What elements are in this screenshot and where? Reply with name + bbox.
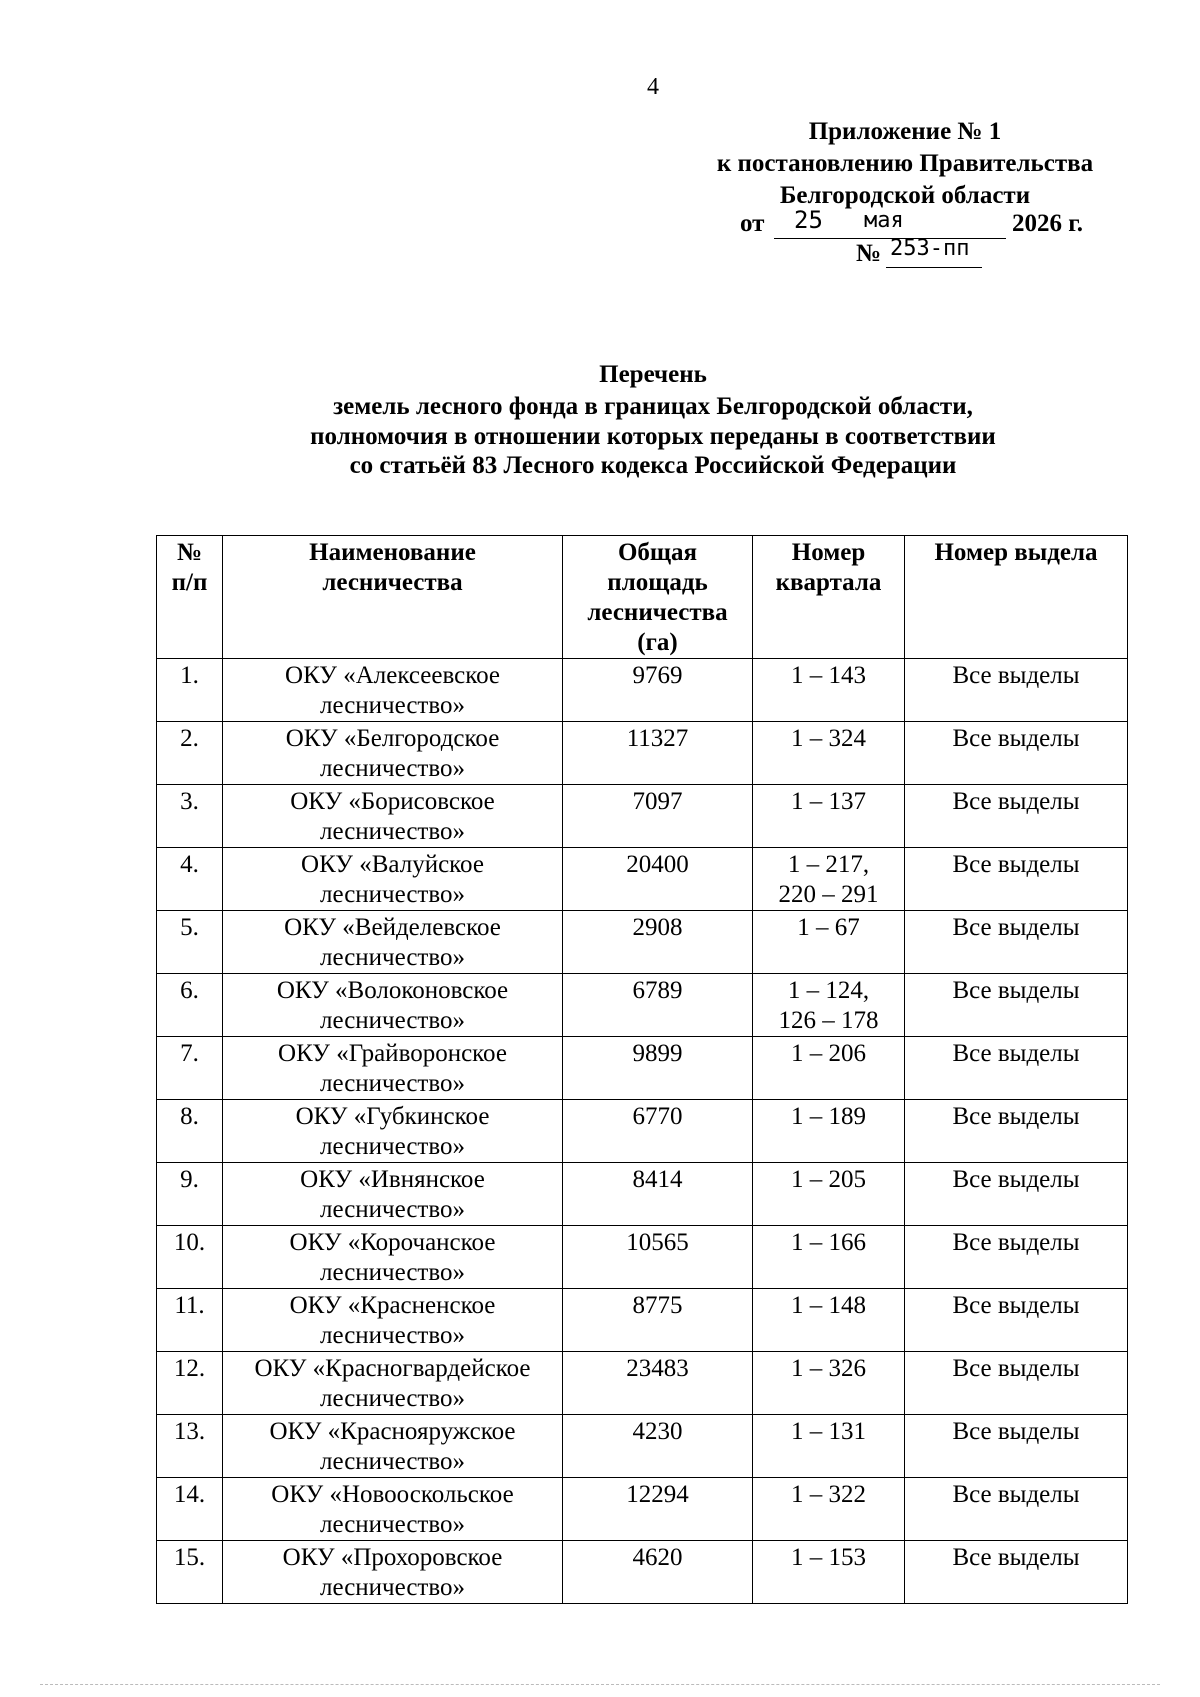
cell-total-area-line-1: 6789 <box>632 977 683 1004</box>
cell-total-area <box>563 1037 753 1100</box>
header-allotment-text: Номер выдела <box>934 539 1098 566</box>
header-quarter <box>753 536 905 659</box>
header-allotment <box>905 536 1128 659</box>
table-row <box>157 1289 1128 1352</box>
cell-quarter-number <box>753 974 905 1037</box>
cell-forestry-name <box>223 974 563 1037</box>
cell-allotment-number <box>905 1163 1128 1226</box>
cell-forestry-name <box>223 848 563 911</box>
cell-forestry-name-line-2: лесничество» <box>320 1070 465 1097</box>
cell-forestry-name-line-1: ОКУ «Борисовское <box>290 788 495 815</box>
cell-total-area-line-1: 10565 <box>626 1229 689 1256</box>
cell-forestry-name <box>223 1289 563 1352</box>
table-body <box>157 659 1128 1604</box>
header-area-line-4: (га) <box>637 629 678 656</box>
date-prefix: от <box>740 210 765 237</box>
header-quarter-line-1: Номер <box>791 539 866 566</box>
cell-number <box>157 1226 223 1289</box>
cell-forestry-name-line-2: лесничество» <box>320 818 465 845</box>
cell-forestry-name <box>223 1541 563 1604</box>
cell-allotment-number <box>905 1226 1128 1289</box>
cell-forestry-name-line-2: лесничество» <box>320 1007 465 1034</box>
cell-allotment-number <box>905 785 1128 848</box>
table-row <box>157 911 1128 974</box>
cell-number-line-1: 9. <box>180 1166 199 1193</box>
cell-allotment-number <box>905 1415 1128 1478</box>
cell-forestry-name-line-2: лесничество» <box>320 1133 465 1160</box>
cell-total-area <box>563 911 753 974</box>
cell-number <box>157 848 223 911</box>
header-number <box>157 536 223 659</box>
cell-allotment-number-line-1: Все выделы <box>952 977 1080 1004</box>
header-number-line-2: п/п <box>171 569 208 596</box>
cell-total-area <box>563 785 753 848</box>
cell-allotment-number-line-1: Все выделы <box>952 1544 1080 1571</box>
cell-number-line-1: 2. <box>180 725 199 752</box>
cell-forestry-name <box>223 722 563 785</box>
cell-quarter-number-line-1: 1 – 137 <box>791 788 866 815</box>
cell-total-area <box>563 1100 753 1163</box>
cell-quarter-number-line-1: 1 – 124, <box>787 977 870 1004</box>
cell-allotment-number-line-1: Все выделы <box>952 1229 1080 1256</box>
cell-allotment-number-line-1: Все выделы <box>952 662 1080 689</box>
cell-forestry-name-line-1: ОКУ «Новооскольское <box>271 1481 514 1508</box>
cell-forestry-name-line-1: ОКУ «Валуйское <box>301 851 484 878</box>
cell-number <box>157 911 223 974</box>
cell-forestry-name-line-2: лесничество» <box>320 944 465 971</box>
cell-quarter-number-line-1: 1 – 131 <box>791 1418 866 1445</box>
forest-land-table <box>156 535 1128 1604</box>
cell-number-line-1: 6. <box>180 977 199 1004</box>
cell-forestry-name-line-2: лесничество» <box>320 1448 465 1475</box>
cell-allotment-number <box>905 911 1128 974</box>
cell-number-line-1: 10. <box>173 1229 206 1256</box>
header-area-line-3: лесничества <box>587 599 728 626</box>
appendix-title: Приложение № 1 <box>808 118 1002 145</box>
cell-total-area-line-1: 11327 <box>626 725 689 752</box>
cell-total-area-line-1: 9769 <box>632 662 683 689</box>
cell-number-line-1: 13. <box>173 1418 206 1445</box>
header-area <box>563 536 753 659</box>
cell-quarter-number <box>753 1415 905 1478</box>
cell-number <box>157 1100 223 1163</box>
cell-forestry-name <box>223 911 563 974</box>
cell-allotment-number <box>905 848 1128 911</box>
table-row <box>157 1415 1128 1478</box>
cell-number-line-1: 7. <box>180 1040 199 1067</box>
cell-quarter-number-line-1: 1 – 166 <box>791 1229 866 1256</box>
cell-number-line-1: 1. <box>180 662 199 689</box>
cell-number-line-1: 3. <box>180 788 199 815</box>
cell-total-area-line-1: 8414 <box>632 1166 683 1193</box>
cell-quarter-number-line-1: 1 – 189 <box>791 1103 866 1130</box>
cell-quarter-number <box>753 1037 905 1100</box>
cell-forestry-name <box>223 1163 563 1226</box>
cell-allotment-number <box>905 1037 1128 1100</box>
cell-quarter-number-line-1: 1 – 326 <box>791 1355 866 1382</box>
cell-quarter-number <box>753 1163 905 1226</box>
cell-forestry-name <box>223 1100 563 1163</box>
cell-number-line-1: 11. <box>174 1292 205 1319</box>
cell-forestry-name-line-1: ОКУ «Грайворонское <box>278 1040 507 1067</box>
cell-quarter-number <box>753 1541 905 1604</box>
cell-allotment-number <box>905 1352 1128 1415</box>
cell-forestry-name-line-2: лесничество» <box>320 1511 465 1538</box>
list-title-line-3: полномочия в отношении которых переданы в соответствии <box>310 423 996 450</box>
cell-forestry-name-line-2: лесничество» <box>320 881 465 908</box>
table-row <box>157 974 1128 1037</box>
table-row <box>157 722 1128 785</box>
table-row <box>157 1037 1128 1100</box>
cell-forestry-name <box>223 1037 563 1100</box>
cell-forestry-name <box>223 1415 563 1478</box>
cell-allotment-number-line-1: Все выделы <box>952 725 1080 752</box>
cell-allotment-number <box>905 722 1128 785</box>
cell-allotment-number <box>905 974 1128 1037</box>
cell-number <box>157 1352 223 1415</box>
cell-total-area <box>563 659 753 722</box>
header-area-line-2: площадь <box>607 569 708 596</box>
cell-forestry-name-line-2: лесничество» <box>320 1196 465 1223</box>
cell-forestry-name-line-1: ОКУ «Прохоровское <box>282 1544 503 1571</box>
cell-allotment-number <box>905 659 1128 722</box>
table-row <box>157 848 1128 911</box>
cell-total-area-line-1: 8775 <box>632 1292 683 1319</box>
cell-forestry-name <box>223 1478 563 1541</box>
date-month: мая <box>864 208 904 233</box>
cell-number <box>157 785 223 848</box>
cell-forestry-name-line-1: ОКУ «Ивнянское <box>300 1166 485 1193</box>
cell-quarter-number <box>753 1226 905 1289</box>
appendix-resolution-line: к постановлению Правительства <box>716 150 1094 177</box>
cell-number <box>157 1541 223 1604</box>
cell-forestry-name <box>223 1352 563 1415</box>
cell-number <box>157 1037 223 1100</box>
appendix-number-line <box>856 236 996 270</box>
cell-forestry-name-line-1: ОКУ «Красногвардейское <box>254 1355 531 1382</box>
number-underline <box>886 267 982 268</box>
cell-number-line-1: 14. <box>173 1481 206 1508</box>
list-title-line-1: Перечень <box>599 361 707 388</box>
cell-quarter-number <box>753 848 905 911</box>
table-row <box>157 659 1128 722</box>
cell-allotment-number-line-1: Все выделы <box>952 1292 1080 1319</box>
cell-quarter-number-line-1: 1 – 322 <box>791 1481 866 1508</box>
cell-quarter-number-line-1: 1 – 205 <box>791 1166 866 1193</box>
header-area-line-1: Общая <box>617 539 698 566</box>
cell-forestry-name-line-1: ОКУ «Алексеевское <box>285 662 500 689</box>
cell-total-area-line-1: 12294 <box>626 1481 689 1508</box>
cell-quarter-number <box>753 1352 905 1415</box>
cell-quarter-number <box>753 659 905 722</box>
cell-forestry-name <box>223 659 563 722</box>
header-quarter-line-2: квартала <box>775 569 882 596</box>
cell-total-area-line-1: 9899 <box>632 1040 683 1067</box>
cell-number-line-1: 4. <box>180 851 199 878</box>
cell-total-area <box>563 1226 753 1289</box>
cell-forestry-name-line-2: лесничество» <box>320 692 465 719</box>
cell-total-area-line-1: 7097 <box>632 788 683 815</box>
cell-forestry-name <box>223 1226 563 1289</box>
cell-forestry-name <box>223 785 563 848</box>
cell-forestry-name-line-2: лесничество» <box>320 1259 465 1286</box>
cell-forestry-name-line-2: лесничество» <box>320 1385 465 1412</box>
cell-quarter-number-line-2: 220 – 291 <box>778 881 879 908</box>
cell-total-area-line-1: 20400 <box>626 851 689 878</box>
list-title-line-2: земель лесного фонда в границах Белгородской области, <box>333 393 973 420</box>
cell-quarter-number-line-1: 1 – 143 <box>791 662 866 689</box>
cell-allotment-number-line-1: Все выделы <box>952 1166 1080 1193</box>
cell-number-line-1: 15. <box>173 1544 206 1571</box>
list-title-line-4: со статьёй 83 Лесного кодекса Российской Федерации <box>349 452 957 479</box>
cell-allotment-number-line-1: Все выделы <box>952 914 1080 941</box>
page-number: 4 <box>647 74 659 100</box>
cell-allotment-number-line-1: Все выделы <box>952 1481 1080 1508</box>
table-header-row <box>157 536 1128 659</box>
cell-number-line-1: 5. <box>180 914 199 941</box>
cell-allotment-number-line-1: Все выделы <box>952 788 1080 815</box>
cell-quarter-number <box>753 785 905 848</box>
cell-allotment-number <box>905 1100 1128 1163</box>
cell-total-area-line-1: 2908 <box>632 914 683 941</box>
cell-allotment-number-line-1: Все выделы <box>952 1355 1080 1382</box>
cell-forestry-name-line-2: лесничество» <box>320 1322 465 1349</box>
cell-total-area-line-1: 4230 <box>632 1418 683 1445</box>
table-row <box>157 1478 1128 1541</box>
cell-number <box>157 659 223 722</box>
cell-total-area-line-1: 4620 <box>632 1544 683 1571</box>
cell-number <box>157 1415 223 1478</box>
cell-total-area-line-1: 6770 <box>632 1103 683 1130</box>
appendix-date-line <box>740 206 1120 240</box>
cell-quarter-number <box>753 911 905 974</box>
date-day: 25 <box>794 206 823 234</box>
cell-quarter-number-line-1: 1 – 217, <box>787 851 870 878</box>
cell-forestry-name-line-1: ОКУ «Губкинское <box>295 1103 490 1130</box>
cell-total-area <box>563 848 753 911</box>
cell-forestry-name-line-2: лесничество» <box>320 1574 465 1601</box>
number-value: 253-пп <box>890 236 970 261</box>
cell-total-area <box>563 722 753 785</box>
cell-quarter-number <box>753 1289 905 1352</box>
cell-total-area <box>563 974 753 1037</box>
cell-quarter-number <box>753 722 905 785</box>
cell-number <box>157 1478 223 1541</box>
cell-total-area <box>563 1415 753 1478</box>
cell-allotment-number-line-1: Все выделы <box>952 1103 1080 1130</box>
header-name-line-1: Наименование <box>309 539 476 566</box>
cell-quarter-number-line-1: 1 – 153 <box>791 1544 866 1571</box>
date-year: 2026 г. <box>1012 210 1084 237</box>
cell-quarter-number-line-1: 1 – 324 <box>791 725 866 752</box>
cell-forestry-name-line-1: ОКУ «Красненское <box>289 1292 496 1319</box>
cell-number <box>157 1163 223 1226</box>
cell-forestry-name-line-1: ОКУ «Корочанское <box>289 1229 496 1256</box>
cell-number-line-1: 12. <box>173 1355 206 1382</box>
cell-allotment-number-line-1: Все выделы <box>952 851 1080 878</box>
cell-total-area-line-1: 23483 <box>626 1355 689 1382</box>
cell-allotment-number <box>905 1289 1128 1352</box>
cell-number-line-1: 8. <box>180 1103 199 1130</box>
header-number-line-1: № <box>176 539 203 566</box>
cell-allotment-number-line-1: Все выделы <box>952 1040 1080 1067</box>
table-row <box>157 1541 1128 1604</box>
cell-forestry-name-line-1: ОКУ «Краснояружское <box>269 1418 516 1445</box>
table-row <box>157 1100 1128 1163</box>
appendix-region-line: Белгородской области <box>779 182 1031 209</box>
cell-total-area <box>563 1541 753 1604</box>
cell-number <box>157 1289 223 1352</box>
header-name-line-2: лесничества <box>322 569 463 596</box>
table-row <box>157 785 1128 848</box>
cell-number <box>157 722 223 785</box>
cell-quarter-number <box>753 1478 905 1541</box>
cell-forestry-name-line-1: ОКУ «Белгородское <box>285 725 500 752</box>
cell-allotment-number <box>905 1541 1128 1604</box>
number-prefix: № <box>856 240 882 267</box>
cell-quarter-number-line-1: 1 – 148 <box>791 1292 866 1319</box>
cell-quarter-number <box>753 1100 905 1163</box>
cell-allotment-number-line-1: Все выделы <box>952 1418 1080 1445</box>
cell-quarter-number-line-2: 126 – 178 <box>778 1007 879 1034</box>
table-row <box>157 1226 1128 1289</box>
table-row <box>157 1352 1128 1415</box>
cell-allotment-number <box>905 1478 1128 1541</box>
cell-forestry-name-line-1: ОКУ «Волоконовское <box>276 977 509 1004</box>
cell-total-area <box>563 1352 753 1415</box>
table-row <box>157 1163 1128 1226</box>
cell-total-area <box>563 1289 753 1352</box>
cell-quarter-number-line-1: 1 – 206 <box>791 1040 866 1067</box>
header-name <box>223 536 563 659</box>
cell-total-area <box>563 1478 753 1541</box>
scan-edge-mark <box>40 1684 1160 1685</box>
cell-number <box>157 974 223 1037</box>
cell-forestry-name-line-2: лесничество» <box>320 755 465 782</box>
cell-forestry-name-line-1: ОКУ «Вейделевское <box>284 914 501 941</box>
cell-quarter-number-line-1: 1 – 67 <box>797 914 860 941</box>
cell-total-area <box>563 1163 753 1226</box>
